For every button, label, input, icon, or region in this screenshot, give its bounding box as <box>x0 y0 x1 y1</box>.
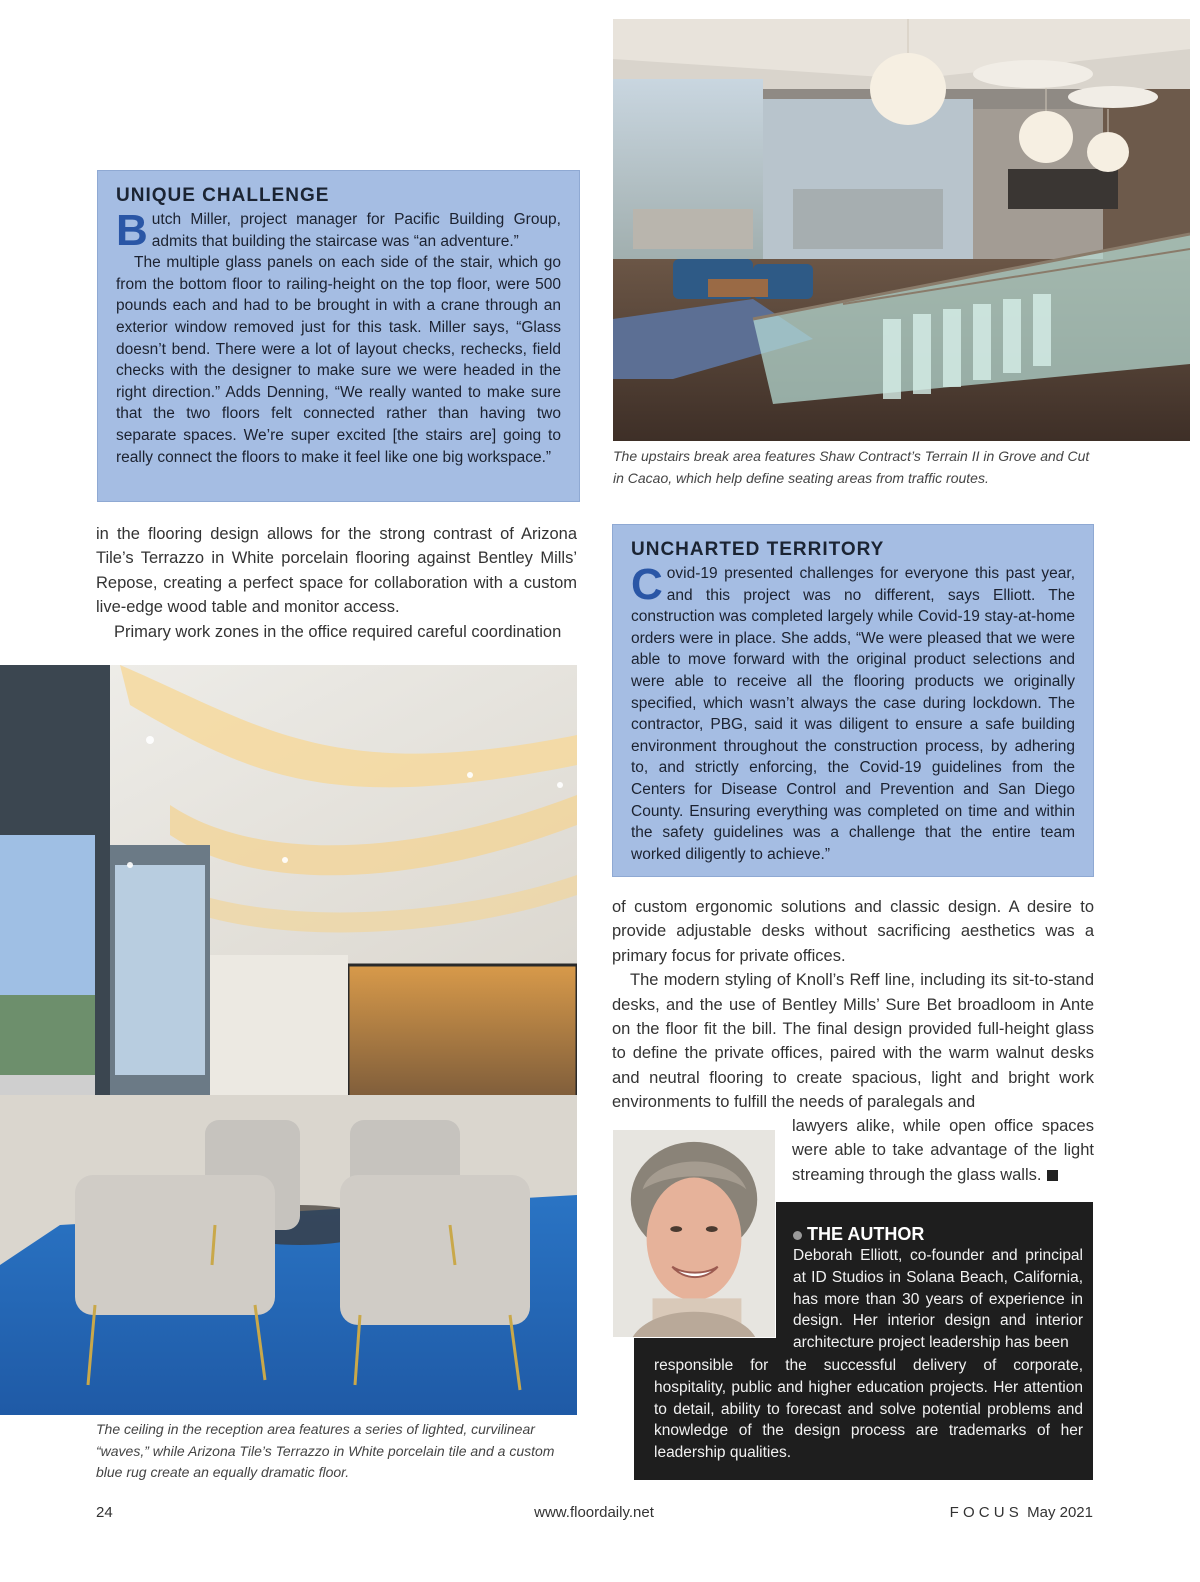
caption-text: The ceiling in the reception area features a series of lighted, curvilinear “waves,” while Arizona Tile’s Terrazzo in White porcelain tile and a custom blue rug create an equally dramatic floor. <box>96 1421 555 1480</box>
author-bio: responsible for the successful delivery of corporate, hospitality, public and higher education projects. Her attention to detail, ability to forecast and solve potential problems and knowledge of the design process are trademarks of her leadership qualities. <box>654 1357 1083 1462</box>
sidebar-uncharted-territory <box>612 524 1094 877</box>
sidebar-paragraph: utch Miller, project manager for Pacific Building Group, admits that building the staircase was “an adventure.” <box>151 211 561 250</box>
author-portrait-illustration <box>613 1130 775 1337</box>
end-mark-icon <box>1047 1170 1058 1181</box>
reception-photo <box>0 665 577 1415</box>
body-paragraph: of custom ergonomic solutions and classic design. A desire to provide adjustable desks without sacrificing aesthetics was a primary focus for private offices. <box>612 898 1094 965</box>
break-area-caption <box>613 446 1096 489</box>
dropcap-letter: B <box>116 206 148 255</box>
page-number: 24 <box>96 1504 113 1521</box>
dropcap-letter: C <box>631 560 663 609</box>
sidebar-heading: UNCHARTED TERRITORY <box>631 539 885 560</box>
body-paragraph: The modern styling of Knoll’s Reff line, including its sit-to-stand desks, and the use of Bentley Mills’ Sure Bet broadloom in Ante on the floor fit the bill. The final design provided full-height glass to define the private offices, paired with the warm walnut desks and neutral flooring to create spacious, light and bright work environments to fulfill the needs of paralegals and <box>612 971 1094 1112</box>
body-paragraph: lawyers alike, while open office spaces were able to take advantage of the light streaming through the glass walls. <box>792 1117 1094 1184</box>
right-column-text <box>612 895 1094 1115</box>
footer-url: www.floordaily.net <box>534 1504 654 1521</box>
author-portrait <box>612 1129 776 1338</box>
break-area-illustration <box>613 19 1190 441</box>
author-bottom-text <box>654 1355 1083 1464</box>
author-bio: Deborah Elliott, co-founder and principal at ID Studios in Solana Beach, California, has more than 30 years of experience in design. Her interior design and interior architecture project leadership has been <box>793 1247 1083 1352</box>
footer-publication: F O C U S May 2021 <box>949 1504 1093 1521</box>
left-column-text <box>96 522 577 648</box>
body-paragraph: in the flooring design allows for the strong contrast of Arizona Tile’s Terrazzo in White porcelain flooring against Bentley Mills’ Repose, creating a perfect space for collaboration with a custom live-edge wood table and monitor access. <box>96 525 577 617</box>
reception-caption <box>96 1419 578 1484</box>
break-area-photo <box>613 19 1190 441</box>
author-heading: THE AUTHOR <box>807 1224 925 1244</box>
sidebar-unique-challenge <box>97 170 580 502</box>
author-top-text <box>793 1223 1083 1354</box>
body-paragraph: Primary work zones in the office required careful coordination <box>114 622 562 641</box>
sidebar-heading: UNIQUE CHALLENGE <box>116 185 330 206</box>
right-column-text-wrap <box>792 1114 1094 1187</box>
bullet-dot-icon <box>793 1231 802 1240</box>
reception-illustration <box>0 665 577 1415</box>
caption-text: The upstairs break area features Shaw Contract’s Terrain II in Grove and Cut in Cacao, which help define seating areas from traffic routes. <box>613 448 1090 486</box>
sidebar-paragraph: ovid-19 presented challenges for everyone this past year, and this project was no different, says Elliott. The construction was completed largely while Covid-19 stay-at-home orders were in place. She adds, “We were pleased that we were able to move forward with the original product selections and were able to receive all the flooring products we originally specified, which wasn’t always the case during lockdown. The contractor, PBG, said it was diligent to ensure a safe building environment throughout the construction process, by adhering to, and strictly enforcing, the Covid-19 guidelines from the Centers for Disease Control and Prevention and San Diego County. Ensuring everything was completed on time and within the safety guidelines was a challenge that the entire team worked diligently to achieve.” <box>631 565 1075 863</box>
sidebar-paragraph: The multiple glass panels on each side of the stair, which go from the bottom floor to railing-height on the top floor, were 500 pounds each and had to be brought in with a crane through an exterior window removed just for this task. Miller says, “Glass doesn’t bend. There were a lot of layout checks, rechecks, field checks with the designer to make sure we were headed in the right direction.” Adds Denning, “We really wanted to make sure that the two floors felt connected rather than having two separate spaces. We’re super excited [the stairs are] going to really connect the floors to make it feel like one big workspace.” <box>116 254 561 466</box>
